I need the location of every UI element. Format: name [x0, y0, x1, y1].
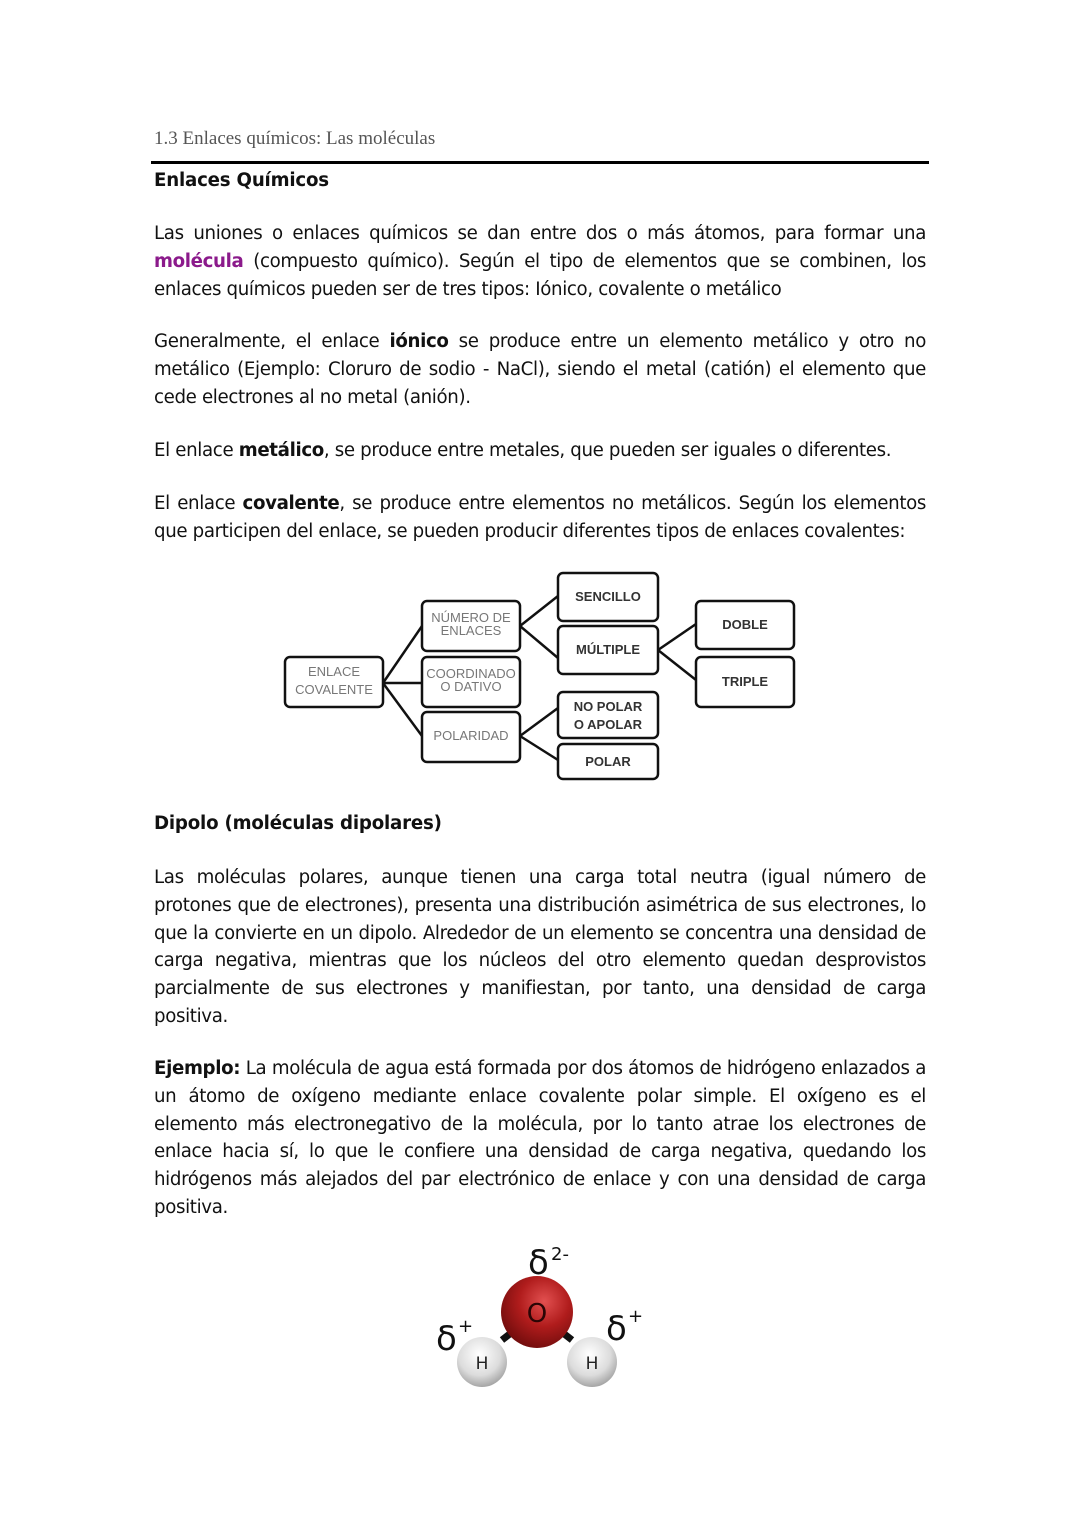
delta-h-left: δ [436, 1319, 457, 1359]
bold-ionico: iónico [389, 331, 449, 352]
label: COVALENTE [295, 682, 373, 697]
hydrogen-label: H [475, 1354, 489, 1374]
label: NÚMERO DE [431, 610, 511, 625]
label: O DATIVO [440, 679, 502, 694]
text: se produce entre un elemento metálico y otro no metálico (Ejemplo: Cloruro de sodio - NaCl), siendo el metal (catión) el elemento que cede electrones al no metal (anión). [154, 331, 926, 408]
label: COORDINADO [426, 666, 516, 681]
delta-oxygen: δ [528, 1243, 549, 1283]
label: ENLACES [440, 623, 502, 638]
section-title-enlaces: Enlaces Químicos [154, 170, 329, 191]
label: ENLACE [307, 664, 361, 679]
label: SENCILLO [575, 589, 641, 604]
bold-ejemplo: Ejemplo: [154, 1058, 241, 1079]
text: La molécula de agua está formada por dos átomos de hidrógeno enlazados a un átomo de oxígeno mediante enlace covalente polar simple. El oxígeno es el elemento más electronegativo de la molécula, por lo tanto atrae los electrones de enlace hacia sí, lo que le confiere una densidad de carga negativa, quedando los hidrógenos más alejados del par electrónico de enlace y con una densidad de carga positiva. [154, 1058, 926, 1218]
paragraph-ionico [154, 328, 926, 411]
page-header-title: 1.3 Enlaces químicos: Las moléculas [154, 128, 436, 149]
text: El enlace [154, 493, 243, 514]
text: (compuesto químico). Según el tipo de elementos que se combinen, los enlaces químicos pueden ser de tres tipos: Iónico, covalente o metálico [154, 250, 926, 300]
text: Generalmente, el enlace [154, 331, 390, 352]
charge-h-right: + [628, 1306, 644, 1327]
charge-h-left: + [458, 1316, 474, 1337]
label: O APOLAR [573, 717, 643, 732]
paragraph-ejemplo [154, 1055, 926, 1222]
covalent-bond-diagram [280, 568, 810, 788]
paragraph-covalente [154, 490, 926, 546]
label: NO POLAR [573, 699, 643, 714]
delta-h-right: δ [606, 1309, 627, 1349]
bold-metalico: metálico [238, 440, 324, 461]
label: POLAR [585, 754, 631, 769]
section-title-dipolo: Dipolo (moléculas dipolares) [154, 813, 442, 834]
text: , se produce entre elementos no metálicos. Según los elementos que participen del enlace, se pueden producir diferentes tipos de enlaces covalentes: [154, 493, 926, 542]
paragraph-dipolo: Las moléculas polares, aunque tienen una carga total neutra (igual número de protones que de electrones), presenta una distribución asimétrica de sus electrones, lo que la convierte en un dipolo. Alrededor de un elemento se concentra una densidad de carga negativa, mientras que los núcleos del otro elemento quedan desprovistos parcialmente de sus electrones y manifiestan, por tanto, una densidad de carga positiva. [154, 867, 926, 1027]
charge-oxygen: 2- [551, 1244, 569, 1265]
label: DOBLE [722, 617, 768, 632]
text: El enlace [154, 440, 239, 461]
bold-covalente: covalente [242, 493, 340, 514]
label: POLARIDAD [433, 728, 509, 743]
oxygen-label: O [526, 1299, 548, 1329]
paragraph-intro [154, 220, 926, 303]
hydrogen-label: H [585, 1354, 599, 1374]
label: TRIPLE [721, 674, 769, 689]
header-rule [151, 161, 929, 164]
text: Las uniones o enlaces químicos se dan entre dos o más átomos, para formar una [154, 223, 926, 244]
label: MÚLTIPLE [575, 642, 641, 657]
text: , se produce entre metales, que pueden ser iguales o diferentes. [323, 440, 892, 461]
paragraph-metalico [154, 437, 926, 465]
water-molecule-illustration [420, 1236, 660, 1396]
highlight-molecula: molécula [154, 250, 244, 272]
